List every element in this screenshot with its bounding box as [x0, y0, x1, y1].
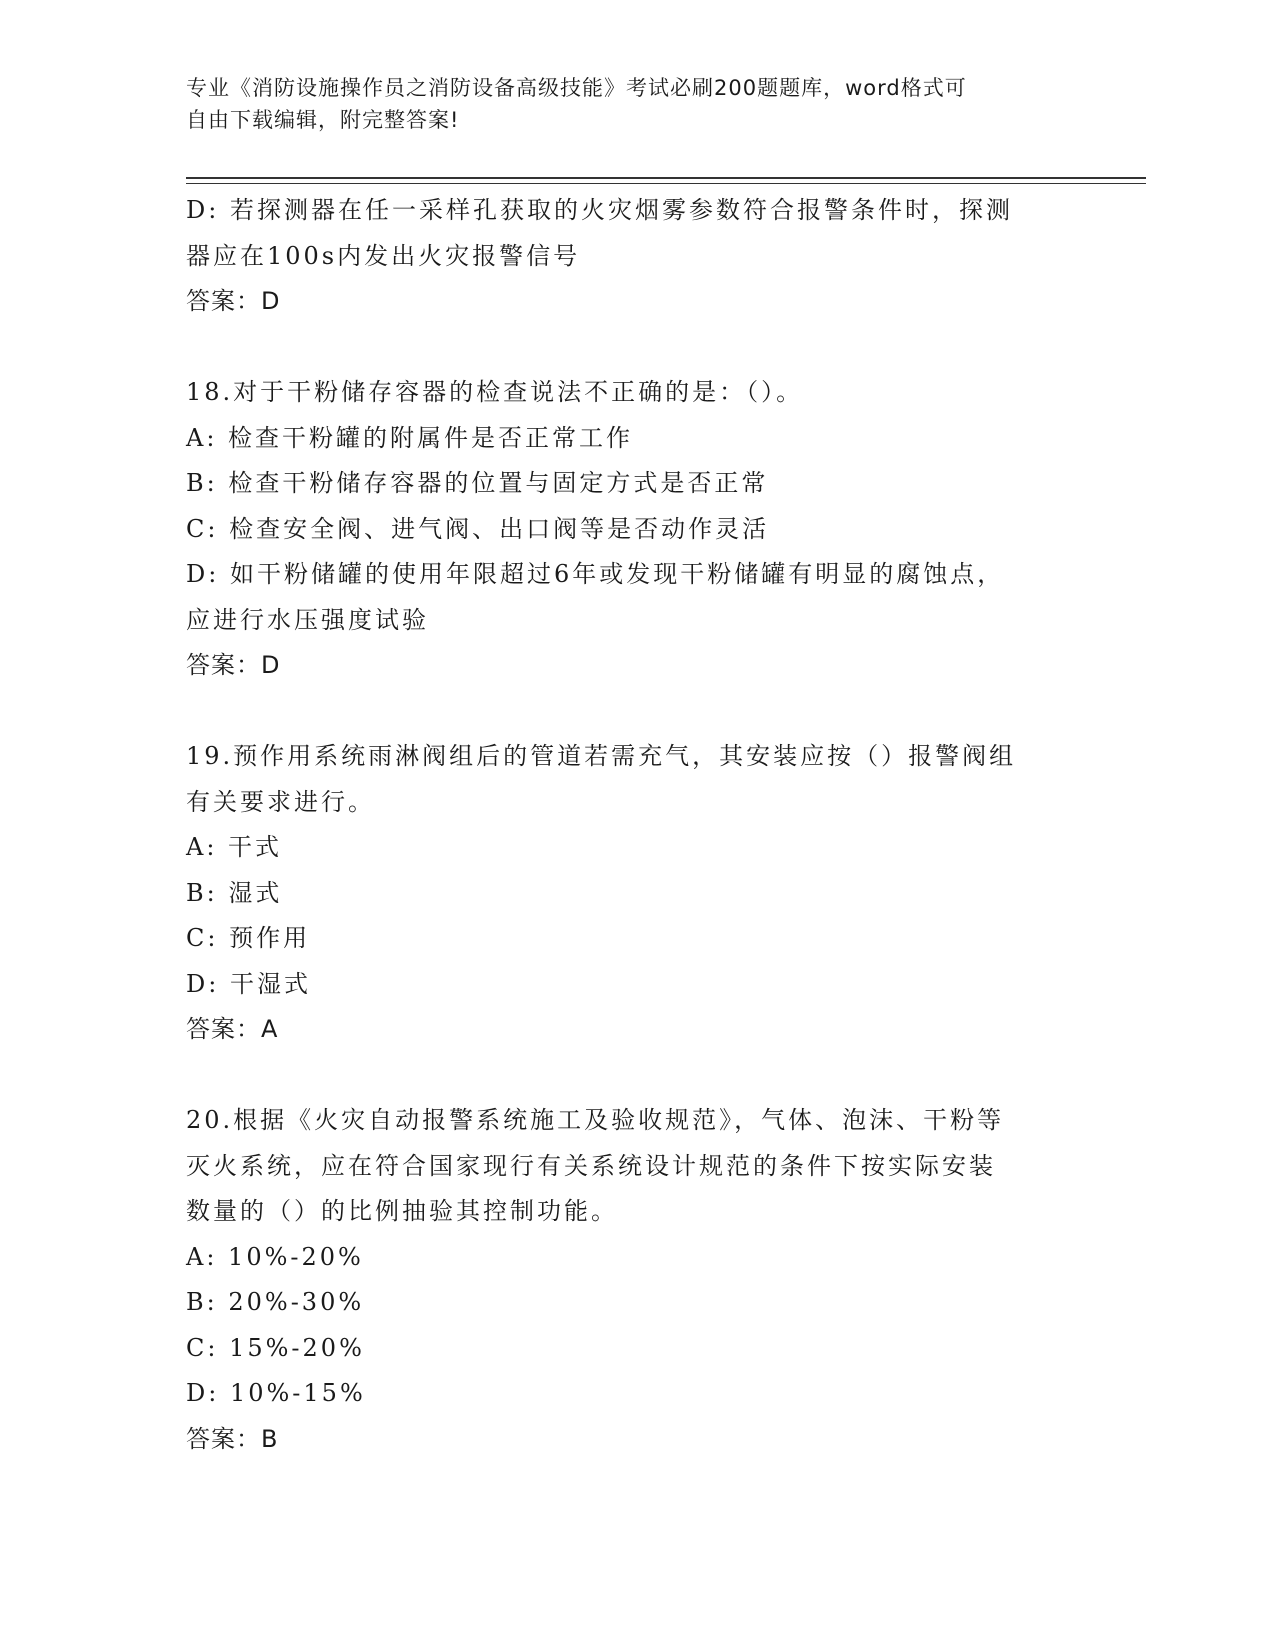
question-stem: 20.根据《火灾自动报警系统施工及验收规范》，气体、泡沫、干粉等 [186, 1106, 1005, 1134]
option-a: A: 检查干粉罐的附属件是否正常工作 [186, 423, 634, 452]
question-stem-continued: 数量的（）的比例抽验其控制功能。 [186, 1197, 618, 1225]
header-line-1: 专业《消防设施操作员之消防设备高级技能》考试必刷200题题库，word格式可 [186, 76, 967, 100]
question-17-tail [186, 188, 1066, 325]
question-18 [186, 370, 1066, 689]
answer-line: 答案：D [186, 287, 281, 315]
option-a: A: 10%-20% [186, 1242, 364, 1271]
question-stem-continued: 灭火系统，应在符合国家现行有关系统设计规范的条件下按实际安装 [186, 1151, 996, 1180]
option-d-line: D: 若探测器在任一采样孔获取的火灾烟雾参数符合报警条件时，探测 [186, 196, 1013, 224]
option-c: C: 预作用 [186, 924, 311, 952]
question-stem-continued: 有关要求进行。 [186, 787, 375, 816]
option-d: D: 如干粉储罐的使用年限超过6年或发现干粉储罐有明显的腐蚀点， [186, 560, 1005, 588]
answer-line: 答案：D [186, 651, 281, 679]
document-header [186, 72, 1066, 136]
option-b: B: 检查干粉储存容器的位置与固定方式是否正常 [186, 469, 769, 497]
answer-line: 答案：A [186, 1015, 279, 1043]
option-c: C: 15%-20% [186, 1333, 365, 1362]
question-20 [186, 1098, 1066, 1462]
option-d: D: 干湿式 [186, 969, 311, 998]
header-divider-thick [186, 177, 1146, 179]
option-a: A: 干式 [186, 833, 283, 861]
document-body [186, 188, 1066, 1462]
option-c: C: 检查安全阀、进气阀、出口阀等是否动作灵活 [186, 514, 770, 543]
option-b: B: 20%-30% [186, 1288, 365, 1316]
question-19 [186, 734, 1066, 1053]
option-d-continued: 应进行水压强度试验 [186, 605, 429, 634]
question-stem: 18.对于干粉储存容器的检查说法不正确的是：（）。 [186, 378, 804, 406]
question-stem: 19.预作用系统雨淋阀组后的管道若需充气，其安装应按（）报警阀组 [186, 742, 1017, 770]
option-b: B: 湿式 [186, 878, 283, 907]
header-line-2: 自由下载编辑，附完整答案! [186, 108, 460, 132]
option-d-line: 器应在100s内发出火灾报警信号 [186, 241, 581, 270]
answer-line: 答案：B [186, 1424, 279, 1453]
option-d: D: 10%-15% [186, 1379, 366, 1407]
header-divider-thin [186, 183, 1146, 184]
